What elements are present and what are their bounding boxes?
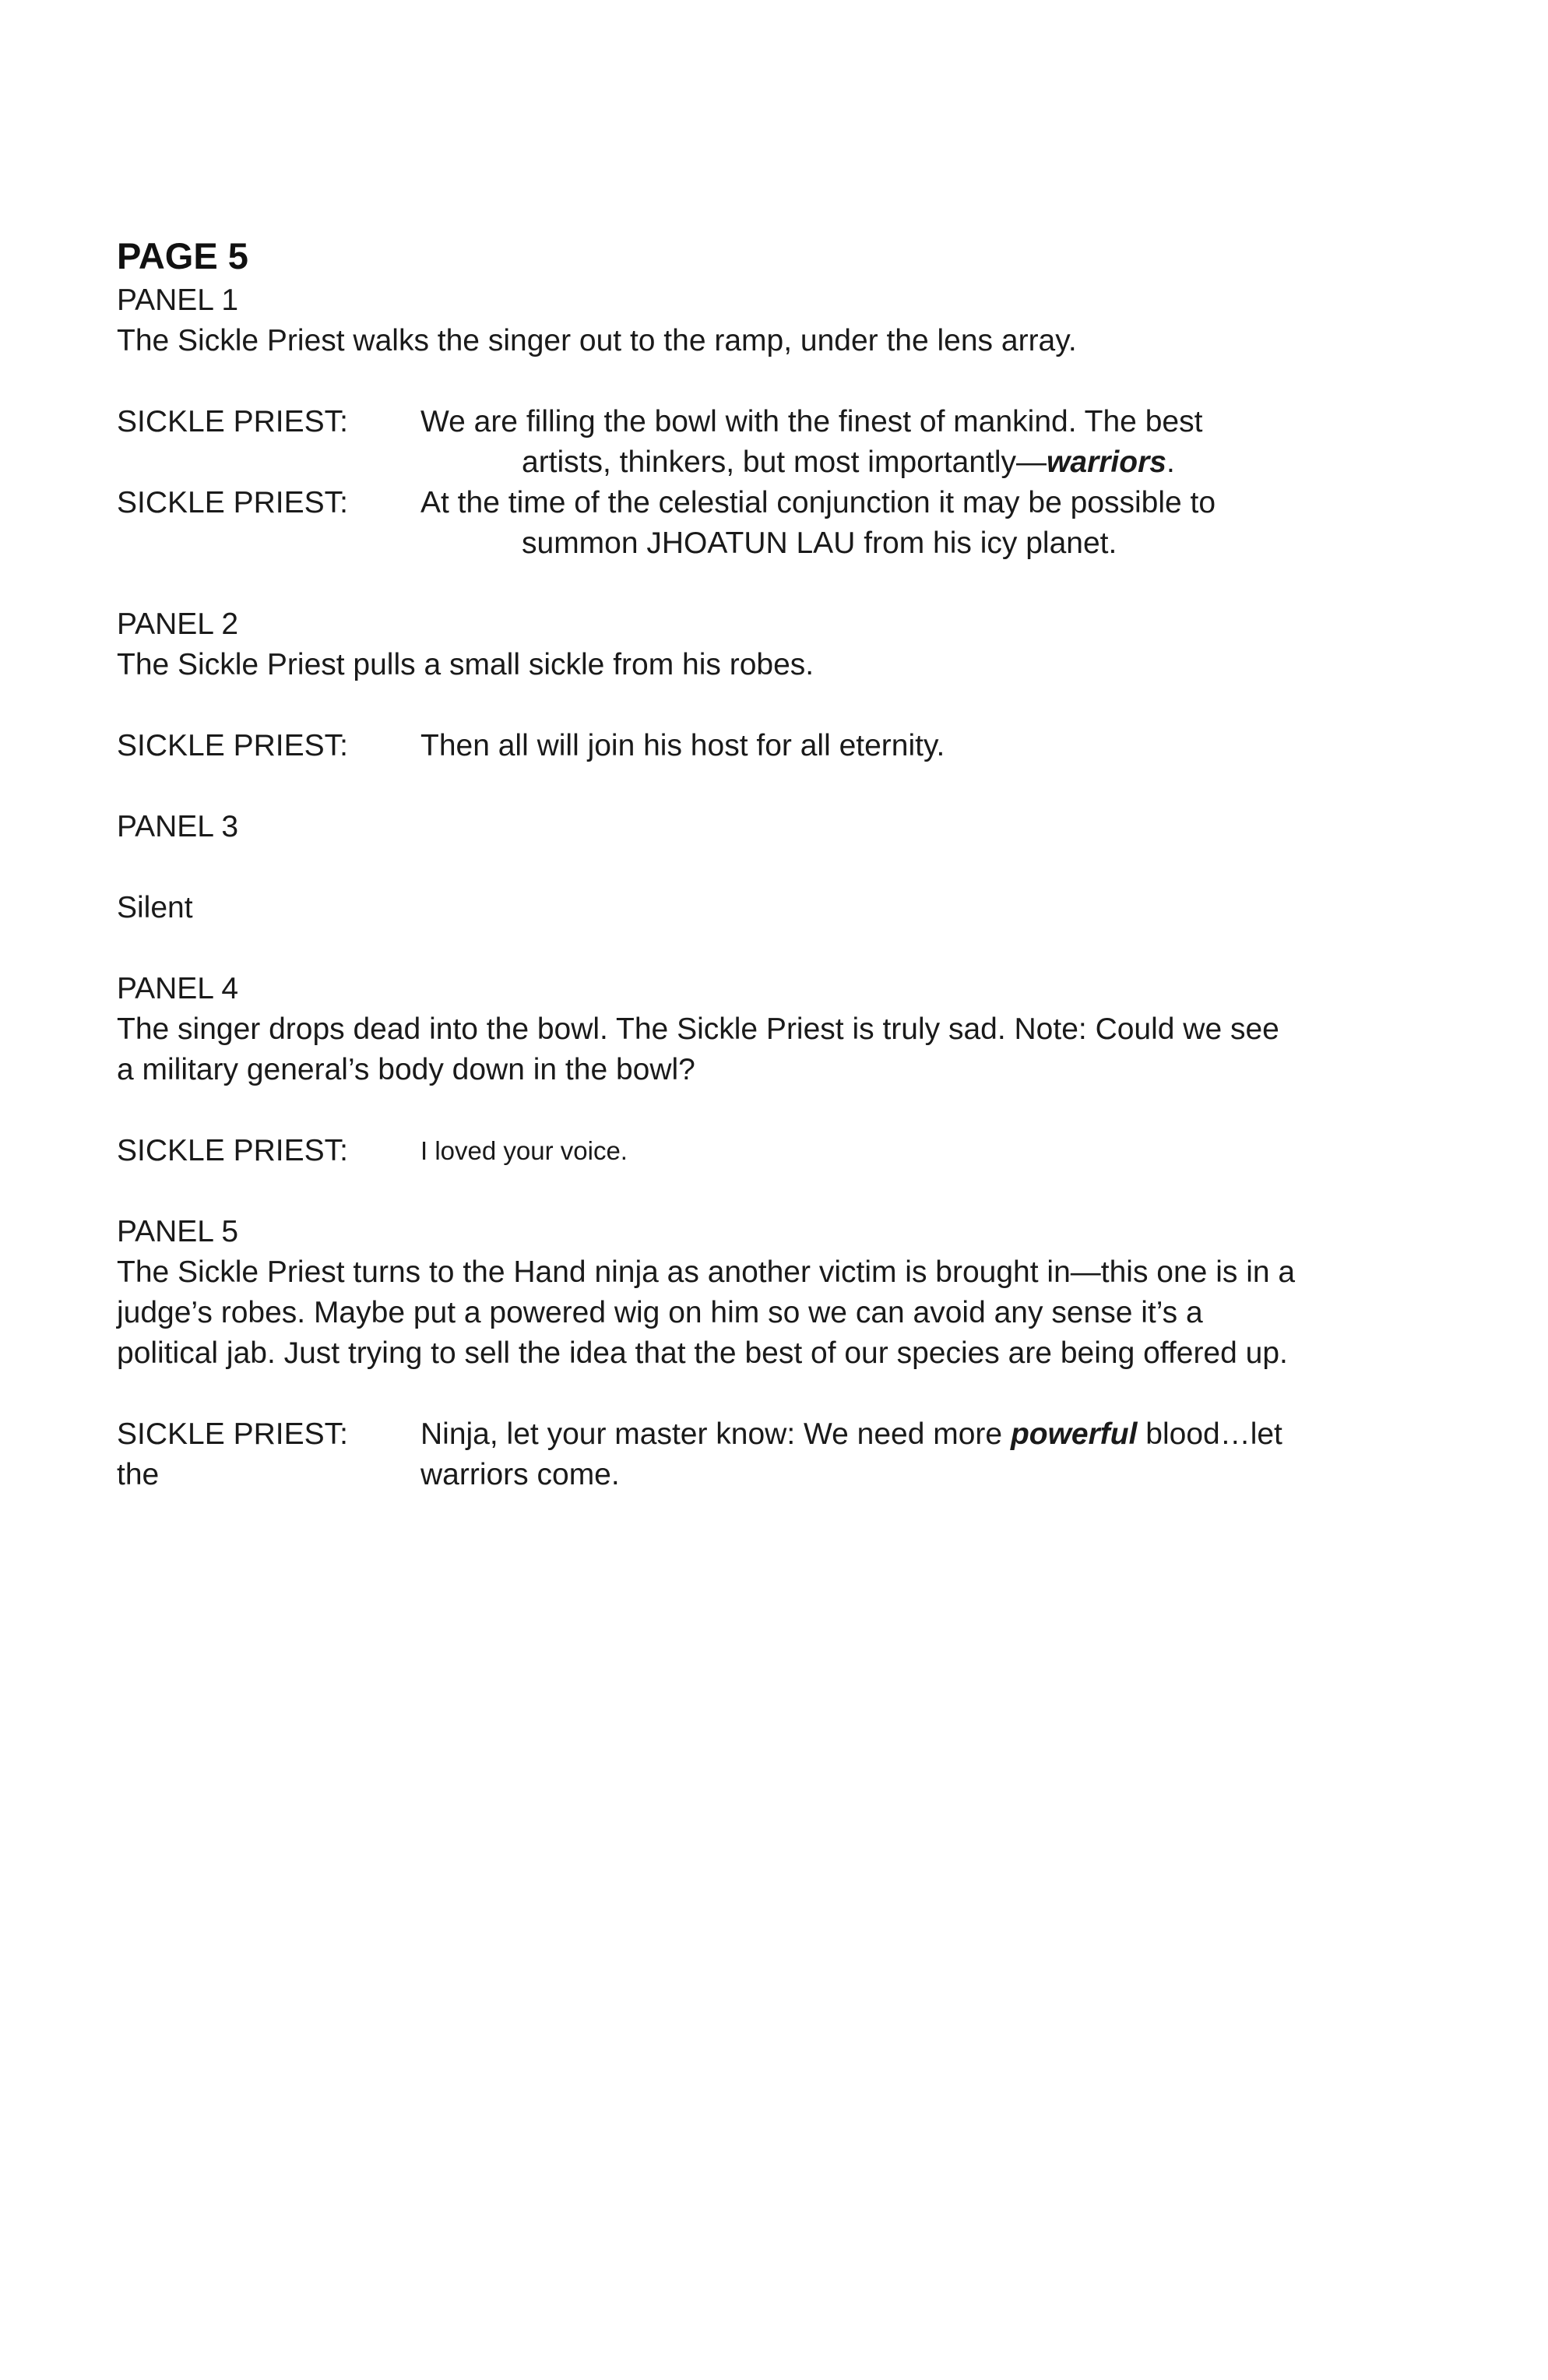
panel-2-label: PANEL 2 <box>117 607 239 641</box>
dialogue-text: I loved your voice. <box>420 1136 628 1165</box>
emphasis-text: powerful <box>1010 1417 1138 1451</box>
script-page <box>117 232 1441 1495</box>
dialogue-text: warriors come. <box>420 1458 620 1491</box>
dialogue-line <box>117 1414 1441 1455</box>
dialogue-text: summon JHOATUN LAU from his icy planet. <box>522 526 1117 560</box>
dialogue-line <box>117 1131 1441 1171</box>
panel-5-description: judge’s robes. Maybe put a powered wig on him so we can avoid any sense it’s a <box>117 1296 1203 1329</box>
panel-4-description: a military general’s body down in the bowl? <box>117 1053 695 1086</box>
dialogue-continuation <box>117 523 1441 564</box>
panel-2-description: The Sickle Priest pulls a small sickle from his robes. <box>117 648 814 681</box>
dialogue-text: artists, thinkers, but most importantly—warriors. <box>522 445 1175 479</box>
dialogue-text: Ninja, let your master know: We need more powerful blood…let <box>420 1417 1282 1451</box>
stray-text: the <box>117 1458 160 1491</box>
dialogue-line <box>117 483 1441 523</box>
panel-5-description: political jab. Just trying to sell the idea that the best of our species are being offered up. <box>117 1336 1288 1370</box>
dialogue-text: We are filling the bowl with the finest of mankind. The best <box>420 405 1203 438</box>
dialogue-text: Then all will join his host for all eternity. <box>420 729 945 762</box>
panel-1-description: The Sickle Priest walks the singer out to the ramp, under the lens array. <box>117 324 1077 357</box>
panel-5-description: The Sickle Priest turns to the Hand ninja as another victim is brought in—this one is in a <box>117 1255 1296 1289</box>
dialogue-line <box>117 402 1441 442</box>
panel-4-description: The singer drops dead into the bowl. The Sickle Priest is truly sad. Note: Could we see <box>117 1012 1279 1046</box>
dialogue-text: At the time of the celestial conjunction it may be possible to <box>420 486 1216 519</box>
dialogue-continuation <box>117 442 1441 483</box>
page-title: PAGE 5 <box>117 235 248 276</box>
speaker-name: SICKLE PRIEST: <box>117 1134 348 1167</box>
panel-5-label: PANEL 5 <box>117 1215 239 1248</box>
panel-3-description: Silent <box>117 891 193 924</box>
emphasis-text: warriors <box>1047 445 1166 479</box>
speaker-name: SICKLE PRIEST: <box>117 729 348 762</box>
panel-1-label: PANEL 1 <box>117 283 239 317</box>
dialogue-continuation <box>117 1455 1441 1495</box>
panel-3-label: PANEL 3 <box>117 810 239 843</box>
panel-4-label: PANEL 4 <box>117 972 239 1005</box>
speaker-name: SICKLE PRIEST: <box>117 1417 348 1451</box>
dialogue-line <box>117 726 1441 766</box>
speaker-name: SICKLE PRIEST: <box>117 405 348 438</box>
speaker-name: SICKLE PRIEST: <box>117 486 348 519</box>
